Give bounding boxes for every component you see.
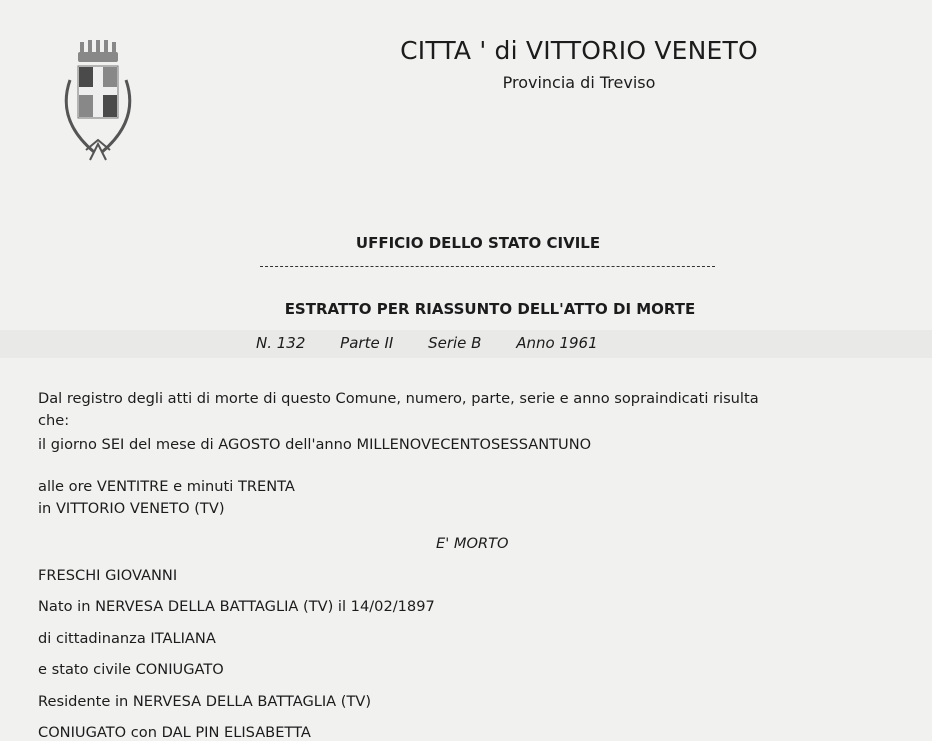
intro-line-1: Dal registro degli atti di morte di questo Comune, numero, parte, serie e anno sopraindicati risulta — [38, 390, 759, 407]
record-number: N. 132 — [256, 334, 306, 352]
document-title: ESTRATTO PER RIASSUNTO DELL'ATTO DI MORTE — [284, 300, 696, 318]
intro-line-2: che: — [38, 412, 70, 429]
spouse-line: CONIUGATO con DAL PIN ELISABETTA — [38, 724, 311, 741]
dashed-divider — [260, 266, 715, 267]
residence-line: Residente in NERVESA DELLA BATTAGLIA (TV) — [38, 693, 372, 710]
record-reference — [256, 334, 628, 352]
citizenship-line: di cittadinanza ITALIANA — [38, 630, 216, 647]
time-line: alle ore VENTITRE e minuti TRENTA — [38, 478, 295, 495]
province-subtitle: Provincia di Treviso — [502, 73, 656, 92]
died-label: E' MORTO — [436, 535, 509, 552]
deceased-name: FRESCHI GIOVANNI — [38, 567, 178, 584]
record-anno: Anno 1961 — [516, 334, 598, 352]
place-line: in VITTORIO VENETO (TV) — [38, 500, 225, 517]
record-serie: Serie B — [428, 334, 482, 352]
civil-status-line: e stato civile CONIUGATO — [38, 661, 224, 678]
city-title: CITTA ' di VITTORIO VENETO — [400, 36, 758, 65]
birth-line: Nato in NERVESA DELLA BATTAGLIA (TV) il 14/02/1897 — [38, 598, 435, 615]
office-heading: UFFICIO DELLO STATO CIVILE — [355, 234, 601, 252]
date-line: il giorno SEI del mese di AGOSTO dell'anno MILLENOVECENTOSESSANTUNO — [38, 436, 592, 453]
record-parte: Parte II — [340, 334, 394, 352]
